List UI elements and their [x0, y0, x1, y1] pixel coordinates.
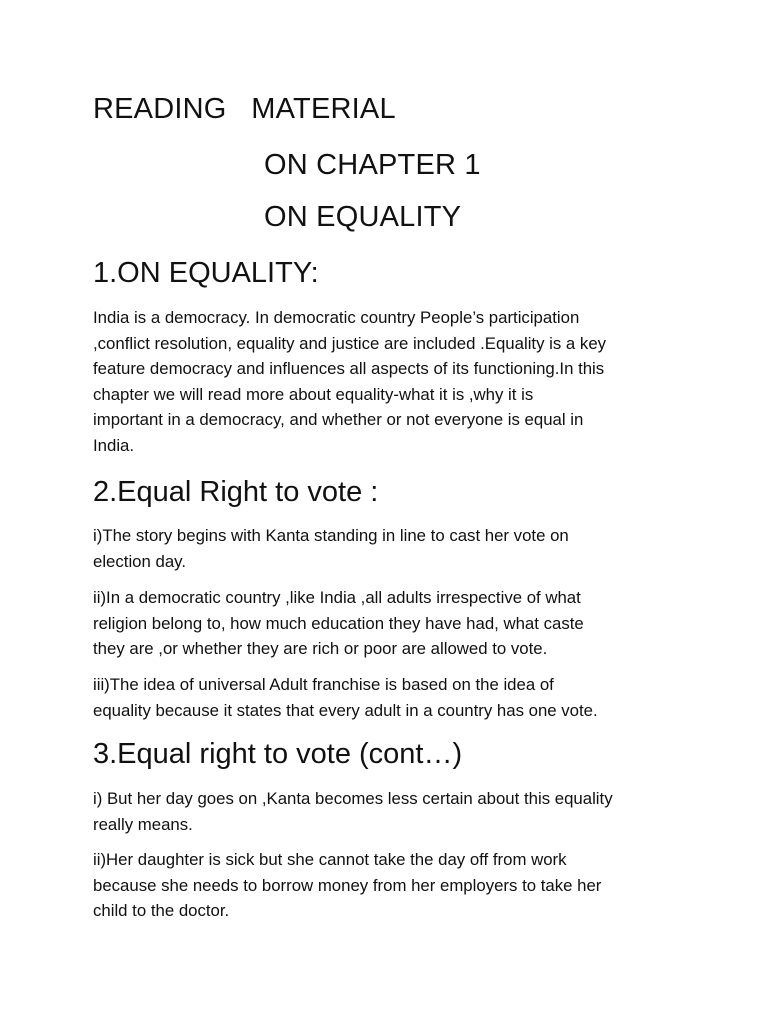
- paragraph-line: religion belong to, how much education they have had, what caste: [93, 613, 584, 633]
- section-heading-equal-right-to-vote-cont: 3.Equal right to vote (cont…): [93, 738, 463, 770]
- paragraph-line: equality because it states that every adult in a country has one vote.: [93, 700, 598, 720]
- paragraph-line: i)The story begins with Kanta standing in line to cast her vote on: [93, 526, 569, 545]
- paragraph: [93, 305, 683, 459]
- paragraph-line: they are ,or whether they are rich or poor are allowed to vote.: [93, 639, 548, 659]
- title-line-3: ON EQUALITY: [264, 201, 462, 233]
- paragraph-line: i) But her day goes on ,Kanta becomes less certain about this equality: [93, 789, 613, 808]
- paragraph-line: ii)In a democratic country ,like India ,all adults irrespective of what: [93, 588, 581, 607]
- paragraph: [93, 786, 683, 837]
- title-line-2: ON CHAPTER 1: [264, 149, 481, 181]
- paragraph-line: India is a democracy. In democratic country People’s participation: [93, 308, 580, 327]
- title-line-1: READING MATERIAL: [93, 93, 396, 125]
- paragraph-line: child to the doctor.: [93, 901, 230, 921]
- paragraph-line: ii)Her daughter is sick but she cannot take the day off from work: [93, 850, 567, 869]
- paragraph: [93, 672, 683, 723]
- paragraph-line: important in a democracy, and whether or not everyone is equal in: [93, 410, 584, 430]
- paragraph-line: ,conflict resolution, equality and justice are included .Equality is a key: [93, 333, 607, 353]
- paragraph-line: election day.: [93, 551, 186, 571]
- paragraph-line: India.: [93, 435, 135, 455]
- paragraph-line: because she needs to borrow money from her employers to take her: [93, 875, 602, 895]
- paragraph-line: iii)The idea of universal Adult franchise is based on the idea of: [93, 675, 554, 694]
- section-heading-equal-right-to-vote: 2.Equal Right to vote :: [93, 476, 379, 508]
- paragraph-line: chapter we will read more about equality-what it is ,why it is: [93, 384, 534, 404]
- paragraph-line: really means.: [93, 814, 193, 834]
- paragraph-line: feature democracy and influences all aspects of its functioning.In this: [93, 359, 605, 379]
- paragraph: [93, 847, 683, 924]
- paragraph: [93, 585, 683, 662]
- section-heading-equality: 1.ON EQUALITY:: [93, 257, 319, 289]
- paragraph: [93, 523, 683, 574]
